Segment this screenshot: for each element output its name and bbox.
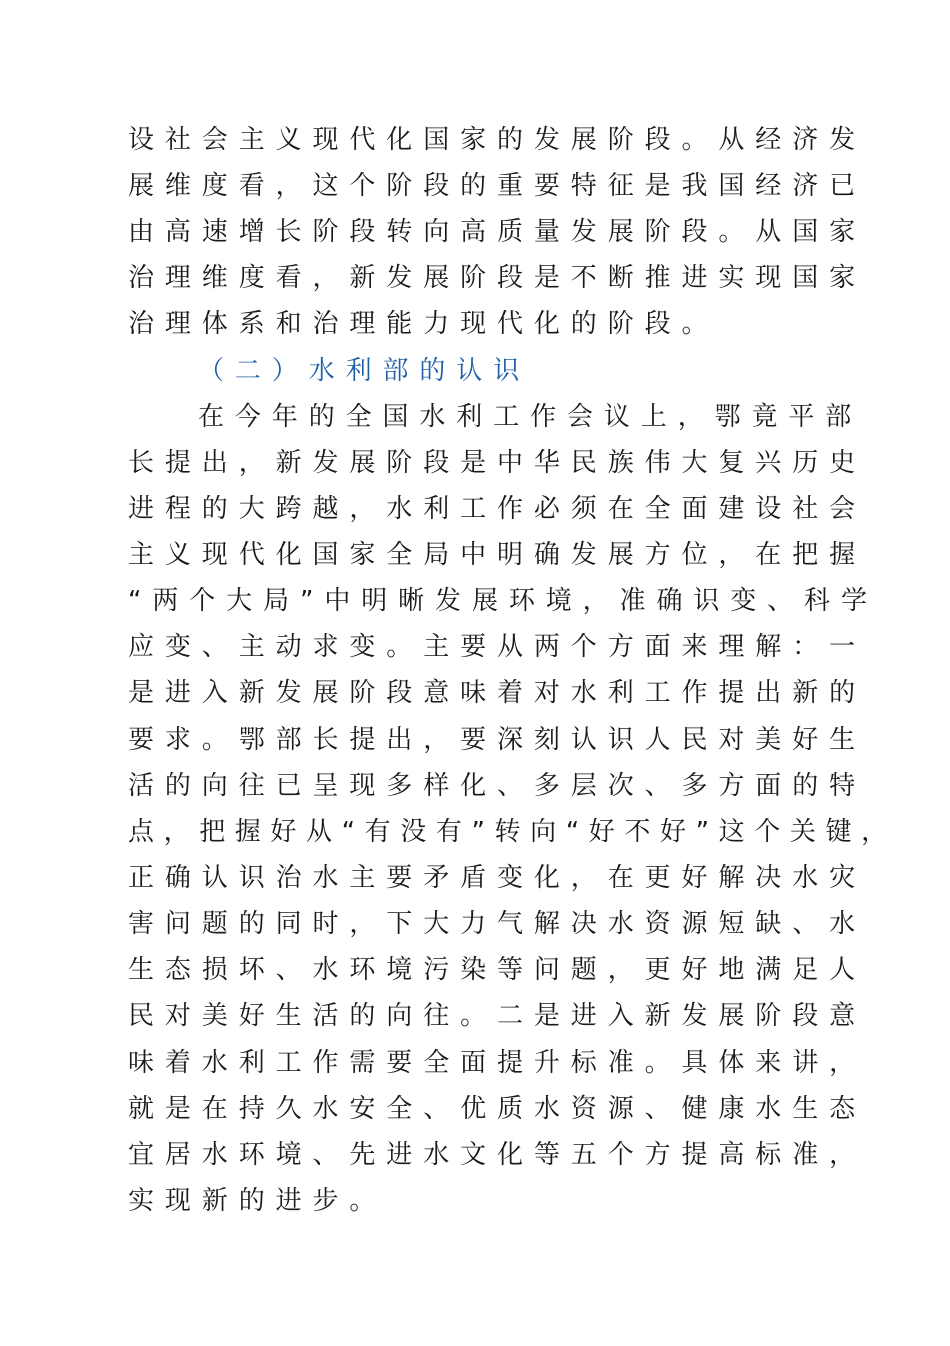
text-line: 由高速增长阶段转向高质量发展阶段。从国家 xyxy=(128,217,867,247)
text-line: 正确认识治水主要矛盾变化，在更好解决水灾 xyxy=(128,863,867,893)
text-line: 应变、主动求变。主要从两个方面来理解：一 xyxy=(128,632,867,662)
text-line: 治理体系和治理能力现代化的阶段。 xyxy=(128,309,719,339)
text-line: 设社会主义现代化国家的发展阶段。从经济发 xyxy=(128,125,867,155)
text-line: 主义现代化国家全局中明确发展方位，在把握 xyxy=(128,540,867,570)
text-line: 生态损坏、水环境污染等问题，更好地满足人 xyxy=(128,955,867,985)
text-line: 味着水利工作需要全面提升标准。具体来讲， xyxy=(128,1048,867,1078)
text-line: 进程的大跨越，水利工作必须在全面建设社会 xyxy=(128,494,867,524)
text-line: 就是在持久水安全、优质水资源、健康水生态 xyxy=(128,1094,867,1124)
text-line: 实现新的进步。 xyxy=(128,1186,387,1216)
text-line: 害问题的同时，下大力气解决水资源短缺、水 xyxy=(128,909,867,939)
text-line: 点，把握好从“有没有”转向“好不好”这个关键， xyxy=(128,817,897,847)
text-line: 是进入新发展阶段意味着对水利工作提出新的 xyxy=(128,678,867,708)
text-line: 要求。鄂部长提出，要深刻认识人民对美好生 xyxy=(128,725,867,755)
text-line: 宜居水环境、先进水文化等五个方提高标准， xyxy=(128,1140,867,1170)
text-line: 展维度看，这个阶段的重要特征是我国经济已 xyxy=(128,171,867,201)
text-line: 在今年的全国水利工作会议上，鄂竟平部 xyxy=(198,402,863,432)
section-heading: （二）水利部的认识 xyxy=(198,356,531,386)
text-line: 活的向往已呈现多样化、多层次、多方面的特 xyxy=(128,771,867,801)
text-line: 民对美好生活的向往。二是进入新发展阶段意 xyxy=(128,1001,867,1031)
text-line: 治理维度看，新发展阶段是不断推进实现国家 xyxy=(128,263,867,293)
text-line: 长提出，新发展阶段是中华民族伟大复兴历史 xyxy=(128,448,867,478)
text-line: “两个大局”中明晰发展环境，准确识变、科学 xyxy=(128,586,878,616)
